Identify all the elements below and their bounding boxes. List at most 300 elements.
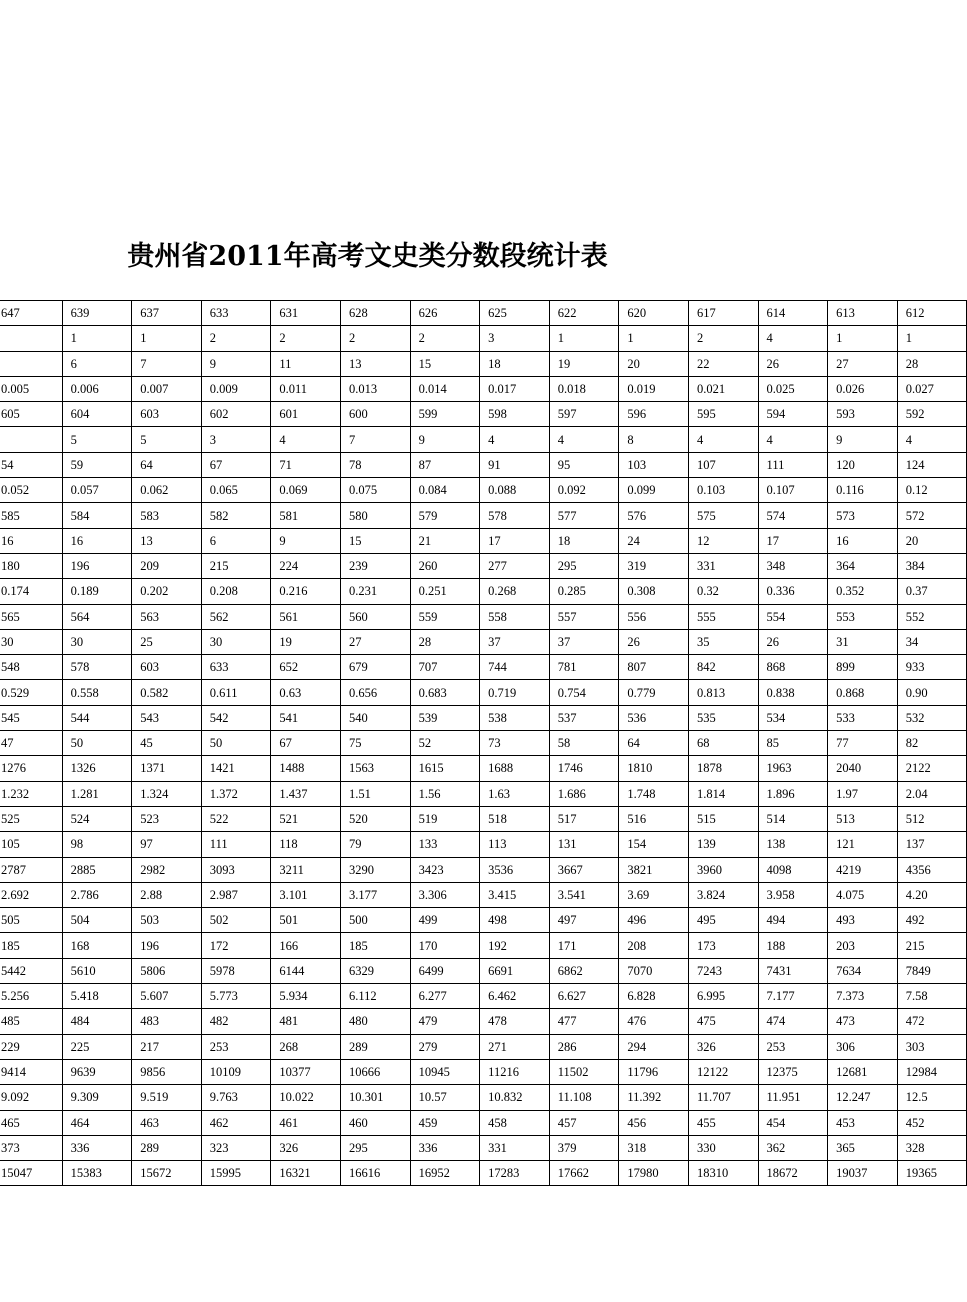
table-cell: 5 bbox=[132, 427, 202, 452]
table-cell: 9 bbox=[201, 351, 271, 376]
table-cell: 0.052 bbox=[0, 478, 62, 503]
table-cell: 560 bbox=[340, 604, 410, 629]
score-distribution-table-container bbox=[0, 300, 937, 1184]
table-cell: 575 bbox=[688, 503, 758, 528]
table-cell: 707 bbox=[410, 655, 480, 680]
table-cell: 173 bbox=[688, 933, 758, 958]
table-cell: 541 bbox=[271, 705, 341, 730]
table-row bbox=[0, 1110, 967, 1135]
table-cell: 12681 bbox=[828, 1059, 898, 1084]
table-cell: 7.373 bbox=[828, 984, 898, 1009]
table-cell: 196 bbox=[62, 553, 132, 578]
table-cell: 498 bbox=[480, 908, 550, 933]
table-cell: 582 bbox=[201, 503, 271, 528]
table-cell: 3.824 bbox=[688, 882, 758, 907]
table-cell: 328 bbox=[897, 1135, 967, 1160]
table-cell: 5978 bbox=[201, 958, 271, 983]
table-cell: 0.014 bbox=[410, 376, 480, 401]
table-cell: 15995 bbox=[201, 1161, 271, 1186]
table-cell: 0.90 bbox=[897, 680, 967, 705]
table-cell: 4 bbox=[897, 427, 967, 452]
table-row bbox=[0, 301, 967, 326]
table-cell: 457 bbox=[549, 1110, 619, 1135]
table-cell: 583 bbox=[132, 503, 202, 528]
table-cell: 473 bbox=[828, 1009, 898, 1034]
table-cell: 1.63 bbox=[480, 781, 550, 806]
table-cell: 679 bbox=[340, 655, 410, 680]
table-cell: 1 bbox=[132, 326, 202, 351]
table-cell: 58 bbox=[549, 731, 619, 756]
table-cell: 598 bbox=[480, 402, 550, 427]
table-cell: 4.20 bbox=[897, 882, 967, 907]
table-cell: 524 bbox=[62, 806, 132, 831]
table-cell: 633 bbox=[201, 301, 271, 326]
table-cell: 0.116 bbox=[828, 478, 898, 503]
table-cell: 121 bbox=[828, 832, 898, 857]
table-cell: 631 bbox=[271, 301, 341, 326]
table-cell: 28 bbox=[897, 351, 967, 376]
table-cell: 574 bbox=[758, 503, 828, 528]
table-cell: 1.437 bbox=[271, 781, 341, 806]
table-cell: 744 bbox=[480, 655, 550, 680]
table-row bbox=[0, 1161, 967, 1186]
table-cell: 4098 bbox=[758, 857, 828, 882]
table-cell: 3.541 bbox=[549, 882, 619, 907]
table-cell: 580 bbox=[340, 503, 410, 528]
table-cell: 294 bbox=[619, 1034, 689, 1059]
table-cell: 933 bbox=[897, 655, 967, 680]
table-cell: 503 bbox=[132, 908, 202, 933]
table-cell: 0.017 bbox=[480, 376, 550, 401]
table-cell: 77 bbox=[828, 731, 898, 756]
table-cell: 3536 bbox=[480, 857, 550, 882]
table-row bbox=[0, 731, 967, 756]
table-cell: 111 bbox=[201, 832, 271, 857]
table-cell: 105 bbox=[0, 832, 62, 857]
table-cell: 554 bbox=[758, 604, 828, 629]
table-cell: 289 bbox=[340, 1034, 410, 1059]
table-cell: 1 bbox=[828, 326, 898, 351]
table-cell: 3290 bbox=[340, 857, 410, 882]
table-cell: 461 bbox=[271, 1110, 341, 1135]
table-cell: 2.786 bbox=[62, 882, 132, 907]
table-cell: 595 bbox=[688, 402, 758, 427]
table-cell: 1 bbox=[897, 326, 967, 351]
table-cell: 6.462 bbox=[480, 984, 550, 1009]
table-cell: 2040 bbox=[828, 756, 898, 781]
table-cell: 78 bbox=[340, 452, 410, 477]
table-row bbox=[0, 528, 967, 553]
table-cell: 3667 bbox=[549, 857, 619, 882]
table-cell: 279 bbox=[410, 1034, 480, 1059]
table-cell: 10666 bbox=[340, 1059, 410, 1084]
table-cell: 6.828 bbox=[619, 984, 689, 1009]
table-cell: 0.268 bbox=[480, 579, 550, 604]
table-cell: 1276 bbox=[0, 756, 62, 781]
table-cell bbox=[0, 326, 62, 351]
table-cell: 118 bbox=[271, 832, 341, 857]
table-cell: 319 bbox=[619, 553, 689, 578]
table-cell: 597 bbox=[549, 402, 619, 427]
table-cell: 617 bbox=[688, 301, 758, 326]
table-cell: 2.88 bbox=[132, 882, 202, 907]
table-cell: 326 bbox=[271, 1135, 341, 1160]
table-cell: 464 bbox=[62, 1110, 132, 1135]
table-cell: 1 bbox=[619, 326, 689, 351]
table-cell: 462 bbox=[201, 1110, 271, 1135]
table-cell: 565 bbox=[0, 604, 62, 629]
table-cell: 4 bbox=[271, 427, 341, 452]
table-cell: 229 bbox=[0, 1034, 62, 1059]
table-cell: 584 bbox=[62, 503, 132, 528]
table-cell: 0.529 bbox=[0, 680, 62, 705]
table-cell: 1421 bbox=[201, 756, 271, 781]
table-cell: 0.174 bbox=[0, 579, 62, 604]
table-cell: 1371 bbox=[132, 756, 202, 781]
table-cell: 477 bbox=[549, 1009, 619, 1034]
table-cell: 497 bbox=[549, 908, 619, 933]
table-cell: 639 bbox=[62, 301, 132, 326]
table-cell: 8 bbox=[619, 427, 689, 452]
table-row bbox=[0, 933, 967, 958]
table-cell: 3 bbox=[201, 427, 271, 452]
table-cell: 2 bbox=[410, 326, 480, 351]
table-cell: 0.611 bbox=[201, 680, 271, 705]
table-cell: 613 bbox=[828, 301, 898, 326]
table-cell: 573 bbox=[828, 503, 898, 528]
table-cell: 91 bbox=[480, 452, 550, 477]
table-cell: 6691 bbox=[480, 958, 550, 983]
table-cell: 19 bbox=[549, 351, 619, 376]
table-cell: 16 bbox=[0, 528, 62, 553]
table-cell: 5806 bbox=[132, 958, 202, 983]
table-cell: 124 bbox=[897, 452, 967, 477]
table-cell: 3821 bbox=[619, 857, 689, 882]
table-cell: 5.773 bbox=[201, 984, 271, 1009]
table-cell: 16 bbox=[828, 528, 898, 553]
table-cell: 601 bbox=[271, 402, 341, 427]
table-row bbox=[0, 351, 967, 376]
table-cell: 1688 bbox=[480, 756, 550, 781]
table-cell: 154 bbox=[619, 832, 689, 857]
table-cell: 27 bbox=[828, 351, 898, 376]
table-cell: 1.896 bbox=[758, 781, 828, 806]
table-cell: 5 bbox=[62, 427, 132, 452]
table-cell: 6499 bbox=[410, 958, 480, 983]
table-cell: 1746 bbox=[549, 756, 619, 781]
table-cell: 0.006 bbox=[62, 376, 132, 401]
table-cell: 1.281 bbox=[62, 781, 132, 806]
table-cell: 318 bbox=[619, 1135, 689, 1160]
table-cell: 331 bbox=[688, 553, 758, 578]
table-cell: 98 bbox=[62, 832, 132, 857]
table-cell: 19365 bbox=[897, 1161, 967, 1186]
table-cell: 7.177 bbox=[758, 984, 828, 1009]
table-cell: 0.021 bbox=[688, 376, 758, 401]
table-cell: 0.018 bbox=[549, 376, 619, 401]
table-cell: 561 bbox=[271, 604, 341, 629]
table-cell: 12.247 bbox=[828, 1085, 898, 1110]
table-cell: 192 bbox=[480, 933, 550, 958]
table-cell: 1326 bbox=[62, 756, 132, 781]
table-cell: 47 bbox=[0, 731, 62, 756]
table-cell: 4 bbox=[549, 427, 619, 452]
table-cell: 35 bbox=[688, 629, 758, 654]
table-cell: 0.019 bbox=[619, 376, 689, 401]
table-cell: 6329 bbox=[340, 958, 410, 983]
table-cell: 30 bbox=[201, 629, 271, 654]
table-cell bbox=[0, 351, 62, 376]
table-cell: 362 bbox=[758, 1135, 828, 1160]
table-cell: 504 bbox=[62, 908, 132, 933]
table-cell: 12984 bbox=[897, 1059, 967, 1084]
table-cell: 306 bbox=[828, 1034, 898, 1059]
table-cell: 30 bbox=[62, 629, 132, 654]
table-cell: 1563 bbox=[340, 756, 410, 781]
table-cell: 172 bbox=[201, 933, 271, 958]
table-cell: 535 bbox=[688, 705, 758, 730]
table-cell: 603 bbox=[132, 402, 202, 427]
table-cell: 215 bbox=[201, 553, 271, 578]
table-row bbox=[0, 402, 967, 427]
table-cell: 479 bbox=[410, 1009, 480, 1034]
table-cell: 578 bbox=[480, 503, 550, 528]
table-cell: 7 bbox=[132, 351, 202, 376]
table-cell: 3.177 bbox=[340, 882, 410, 907]
table-cell: 203 bbox=[828, 933, 898, 958]
table-cell: 11.108 bbox=[549, 1085, 619, 1110]
table-cell: 572 bbox=[897, 503, 967, 528]
table-cell: 0.075 bbox=[340, 478, 410, 503]
table-cell: 26 bbox=[758, 629, 828, 654]
table-cell: 224 bbox=[271, 553, 341, 578]
table-cell: 807 bbox=[619, 655, 689, 680]
table-cell: 1.748 bbox=[619, 781, 689, 806]
table-cell: 7431 bbox=[758, 958, 828, 983]
table-cell: 525 bbox=[0, 806, 62, 831]
table-cell: 0.779 bbox=[619, 680, 689, 705]
table-cell: 326 bbox=[688, 1034, 758, 1059]
table-cell: 519 bbox=[410, 806, 480, 831]
table-cell: 6.277 bbox=[410, 984, 480, 1009]
table-cell: 215 bbox=[897, 933, 967, 958]
table-row bbox=[0, 958, 967, 983]
table-cell: 0.007 bbox=[132, 376, 202, 401]
table-cell: 11796 bbox=[619, 1059, 689, 1084]
table-cell: 4 bbox=[688, 427, 758, 452]
table-cell: 13 bbox=[340, 351, 410, 376]
table-cell: 336 bbox=[62, 1135, 132, 1160]
table-cell: 0.057 bbox=[62, 478, 132, 503]
table-row bbox=[0, 503, 967, 528]
table-cell: 1 bbox=[62, 326, 132, 351]
table-cell: 453 bbox=[828, 1110, 898, 1135]
table-cell: 1.372 bbox=[201, 781, 271, 806]
table-cell: 27 bbox=[340, 629, 410, 654]
table-cell: 71 bbox=[271, 452, 341, 477]
table-cell: 26 bbox=[619, 629, 689, 654]
table-cell: 9 bbox=[271, 528, 341, 553]
table-cell: 543 bbox=[132, 705, 202, 730]
table-row bbox=[0, 857, 967, 882]
table-cell: 485 bbox=[0, 1009, 62, 1034]
table-cell: 592 bbox=[897, 402, 967, 427]
table-cell: 31 bbox=[828, 629, 898, 654]
table-cell: 563 bbox=[132, 604, 202, 629]
table-cell: 499 bbox=[410, 908, 480, 933]
table-cell: 2122 bbox=[897, 756, 967, 781]
table-cell: 0.005 bbox=[0, 376, 62, 401]
table-cell: 0.026 bbox=[828, 376, 898, 401]
table-cell: 0.011 bbox=[271, 376, 341, 401]
table-cell: 540 bbox=[340, 705, 410, 730]
table-cell: 5.256 bbox=[0, 984, 62, 1009]
table-cell: 17662 bbox=[549, 1161, 619, 1186]
table-cell: 502 bbox=[201, 908, 271, 933]
table-cell: 594 bbox=[758, 402, 828, 427]
table-cell: 0.868 bbox=[828, 680, 898, 705]
table-cell: 522 bbox=[201, 806, 271, 831]
table-cell: 16952 bbox=[410, 1161, 480, 1186]
table-cell: 75 bbox=[340, 731, 410, 756]
table-cell: 564 bbox=[62, 604, 132, 629]
table-cell: 1 bbox=[549, 326, 619, 351]
table-cell: 10945 bbox=[410, 1059, 480, 1084]
table-cell: 7.58 bbox=[897, 984, 967, 1009]
table-cell: 295 bbox=[549, 553, 619, 578]
table-cell: 536 bbox=[619, 705, 689, 730]
table-row bbox=[0, 705, 967, 730]
table-row bbox=[0, 427, 967, 452]
table-cell: 2787 bbox=[0, 857, 62, 882]
table-cell: 5610 bbox=[62, 958, 132, 983]
table-cell: 1.814 bbox=[688, 781, 758, 806]
table-cell: 0.754 bbox=[549, 680, 619, 705]
table-cell: 54 bbox=[0, 452, 62, 477]
table-row bbox=[0, 680, 967, 705]
table-cell: 2 bbox=[271, 326, 341, 351]
table-cell: 515 bbox=[688, 806, 758, 831]
table-cell: 458 bbox=[480, 1110, 550, 1135]
table-cell: 517 bbox=[549, 806, 619, 831]
table-cell: 0.558 bbox=[62, 680, 132, 705]
table-cell: 0.084 bbox=[410, 478, 480, 503]
table-cell: 512 bbox=[897, 806, 967, 831]
table-cell: 596 bbox=[619, 402, 689, 427]
table-row bbox=[0, 908, 967, 933]
table-cell: 11.707 bbox=[688, 1085, 758, 1110]
table-cell: 139 bbox=[688, 832, 758, 857]
table-cell: 501 bbox=[271, 908, 341, 933]
table-row bbox=[0, 553, 967, 578]
table-cell: 899 bbox=[828, 655, 898, 680]
table-cell: 11216 bbox=[480, 1059, 550, 1084]
table-cell: 166 bbox=[271, 933, 341, 958]
table-cell: 0.813 bbox=[688, 680, 758, 705]
table-cell: 545 bbox=[0, 705, 62, 730]
table-cell: 633 bbox=[201, 655, 271, 680]
table-cell: 239 bbox=[340, 553, 410, 578]
table-cell: 599 bbox=[410, 402, 480, 427]
table-cell: 67 bbox=[201, 452, 271, 477]
table-cell: 1.232 bbox=[0, 781, 62, 806]
table-cell: 64 bbox=[619, 731, 689, 756]
table-cell: 379 bbox=[549, 1135, 619, 1160]
table-cell: 494 bbox=[758, 908, 828, 933]
table-cell: 476 bbox=[619, 1009, 689, 1034]
table-cell: 612 bbox=[897, 301, 967, 326]
table-cell: 37 bbox=[549, 629, 619, 654]
table-cell: 628 bbox=[340, 301, 410, 326]
table-cell: 10.832 bbox=[480, 1085, 550, 1110]
table-cell: 3960 bbox=[688, 857, 758, 882]
table-cell: 483 bbox=[132, 1009, 202, 1034]
table-cell: 0.208 bbox=[201, 579, 271, 604]
table-cell: 603 bbox=[132, 655, 202, 680]
table-cell: 15047 bbox=[0, 1161, 62, 1186]
table-cell: 323 bbox=[201, 1135, 271, 1160]
table-row bbox=[0, 806, 967, 831]
table-cell: 514 bbox=[758, 806, 828, 831]
table-row bbox=[0, 1059, 967, 1084]
table-cell: 2885 bbox=[62, 857, 132, 882]
table-cell: 1615 bbox=[410, 756, 480, 781]
table-cell: 45 bbox=[132, 731, 202, 756]
table-cell: 12.5 bbox=[897, 1085, 967, 1110]
table-cell: 544 bbox=[62, 705, 132, 730]
table-cell: 0.308 bbox=[619, 579, 689, 604]
table-cell: 600 bbox=[340, 402, 410, 427]
table-cell: 3.306 bbox=[410, 882, 480, 907]
table-cell: 1.56 bbox=[410, 781, 480, 806]
table-cell: 22 bbox=[688, 351, 758, 376]
table-row bbox=[0, 1034, 967, 1059]
table-cell: 500 bbox=[340, 908, 410, 933]
table-cell: 520 bbox=[340, 806, 410, 831]
table-cell: 521 bbox=[271, 806, 341, 831]
table-cell: 196 bbox=[132, 933, 202, 958]
table-cell: 4 bbox=[758, 427, 828, 452]
table-cell: 523 bbox=[132, 806, 202, 831]
table-cell: 17 bbox=[480, 528, 550, 553]
table-cell: 492 bbox=[897, 908, 967, 933]
table-cell: 542 bbox=[201, 705, 271, 730]
table-body bbox=[0, 301, 967, 1186]
table-cell: 95 bbox=[549, 452, 619, 477]
table-cell: 4 bbox=[480, 427, 550, 452]
table-cell: 579 bbox=[410, 503, 480, 528]
table-cell: 180 bbox=[0, 553, 62, 578]
table-cell: 481 bbox=[271, 1009, 341, 1034]
table-cell: 253 bbox=[201, 1034, 271, 1059]
table-cell: 4219 bbox=[828, 857, 898, 882]
table-cell: 188 bbox=[758, 933, 828, 958]
table-row bbox=[0, 781, 967, 806]
table-cell: 0.656 bbox=[340, 680, 410, 705]
table-cell: 868 bbox=[758, 655, 828, 680]
table-cell: 185 bbox=[0, 933, 62, 958]
table-cell: 593 bbox=[828, 402, 898, 427]
table-cell: 30 bbox=[0, 629, 62, 654]
table-cell: 4356 bbox=[897, 857, 967, 882]
table-cell: 6.112 bbox=[340, 984, 410, 1009]
table-cell: 16616 bbox=[340, 1161, 410, 1186]
table-cell: 9.309 bbox=[62, 1085, 132, 1110]
table-cell: 364 bbox=[828, 553, 898, 578]
table-cell: 16321 bbox=[271, 1161, 341, 1186]
table-cell: 373 bbox=[0, 1135, 62, 1160]
table-cell: 2.987 bbox=[201, 882, 271, 907]
